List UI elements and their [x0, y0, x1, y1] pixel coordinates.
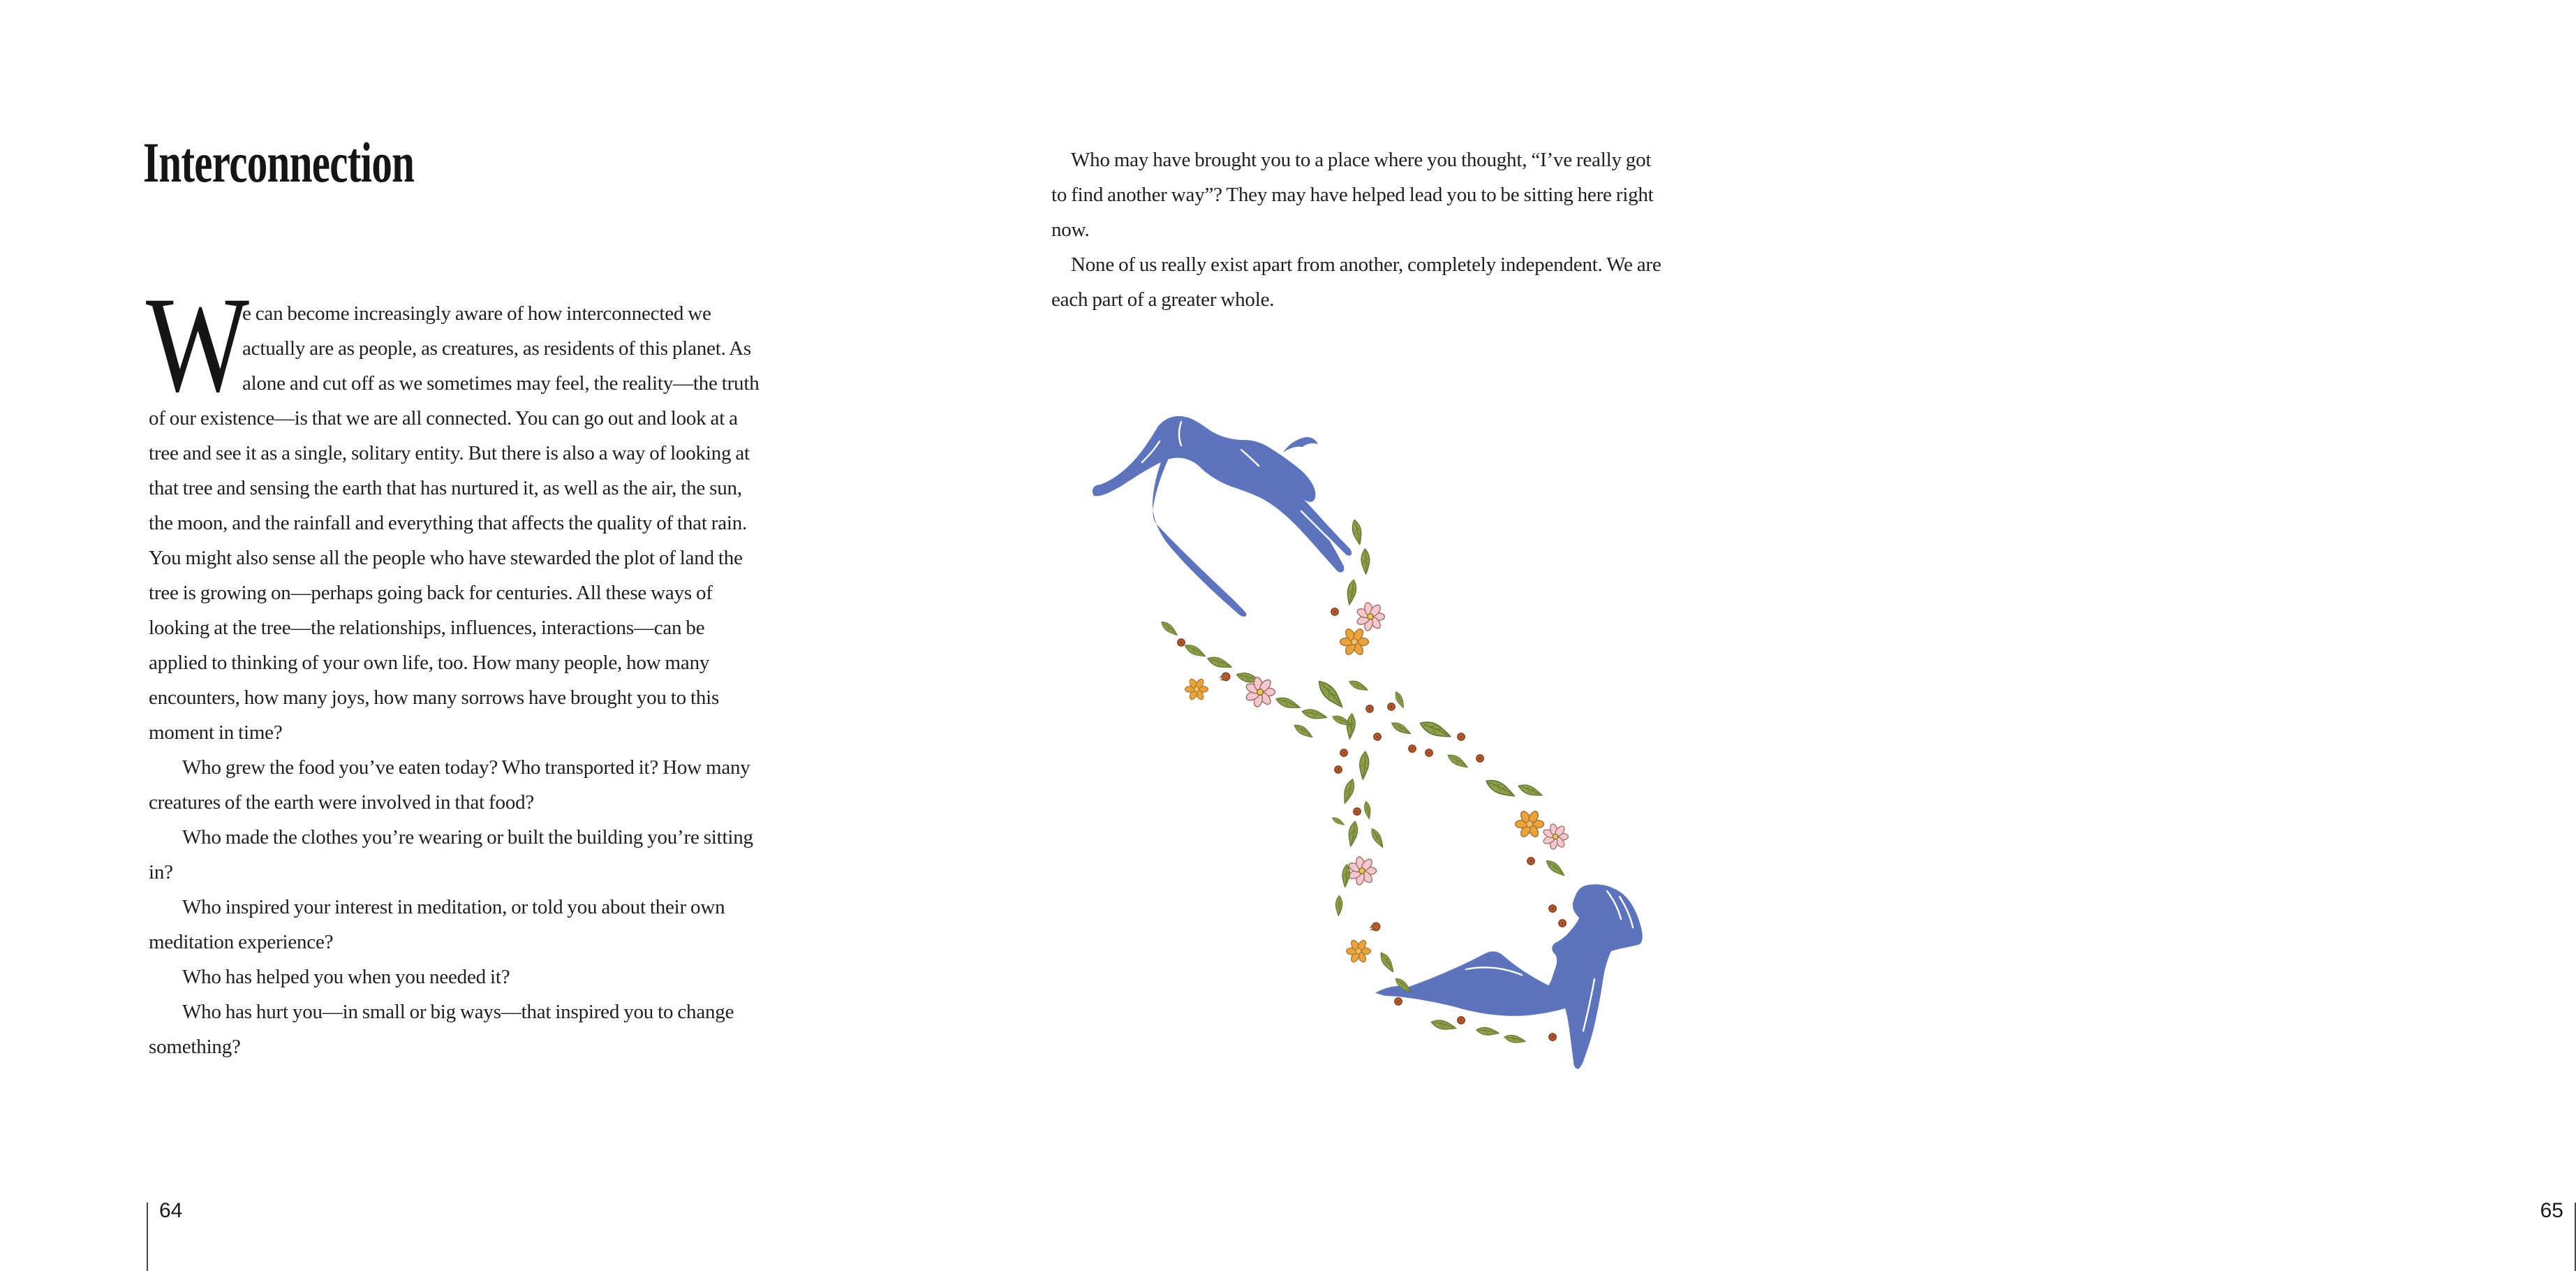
paragraph: Who inspired your interest in meditation, or told you about their own meditation experience? [149, 896, 725, 953]
interconnection-illustration [1075, 398, 1773, 1103]
paragraph-list-right [1051, 142, 1670, 317]
folio-rule-left [147, 1203, 148, 1271]
body-text-left [146, 269, 767, 1064]
paragraph: None of us really exist apart from another, completely independent. We are each part of a greater whole. [1051, 254, 1661, 311]
paragraph: Who has helped you when you needed it? [182, 966, 510, 988]
opening-paragraph [146, 269, 767, 750]
chapter-title: Interconnection [143, 131, 415, 194]
paragraph: Who made the clothes you’re wearing or built the building you’re sitting in? [149, 826, 753, 883]
diving-figure [1093, 416, 1352, 617]
body-text-right [1051, 142, 1670, 317]
paragraph: Who grew the food you’ve eaten today? Who transported it? How many creatures of the earth were involved in that food? [149, 756, 750, 814]
page-number-right: 65 [2540, 1199, 2563, 1222]
paragraph-list-left [149, 750, 767, 1064]
page-number-left: 64 [159, 1199, 183, 1222]
drop-cap: W [146, 269, 249, 420]
page-left [0, 0, 908, 1271]
paragraph: Who has hurt you—in small or big ways—that inspired you to change something? [149, 1001, 734, 1058]
opening-text: e can become increasingly aware of how interconnected we actually are as people, as creatures, as residents of this planet. As alone and cut off as we sometimes may feel, the reality—the truth of our existence—is that we are all connected. You can go out and look at a tree and see it as a single, solitary entity. But there is also a way of looking at that tree and sensing the earth that has nurtured it, as well as the air, the sun, the moon, and the rainfall and everything that affects the quality of that rain. You might also sense all the people who have stewarded the plot of land the tree is growing on—perhaps going back for centuries. All these ways of looking at the tree—the relationships, influences, interactions—can be applied to thinking of your own life, too. How many people, how many encounters, how many joys, how many sorrows have brought you to this moment in time? [149, 302, 760, 744]
paragraph: Who may have brought you to a place where you thought, “I’ve really got to find another way”? They may have helped lead you to be sitting here right now. [1051, 149, 1654, 241]
